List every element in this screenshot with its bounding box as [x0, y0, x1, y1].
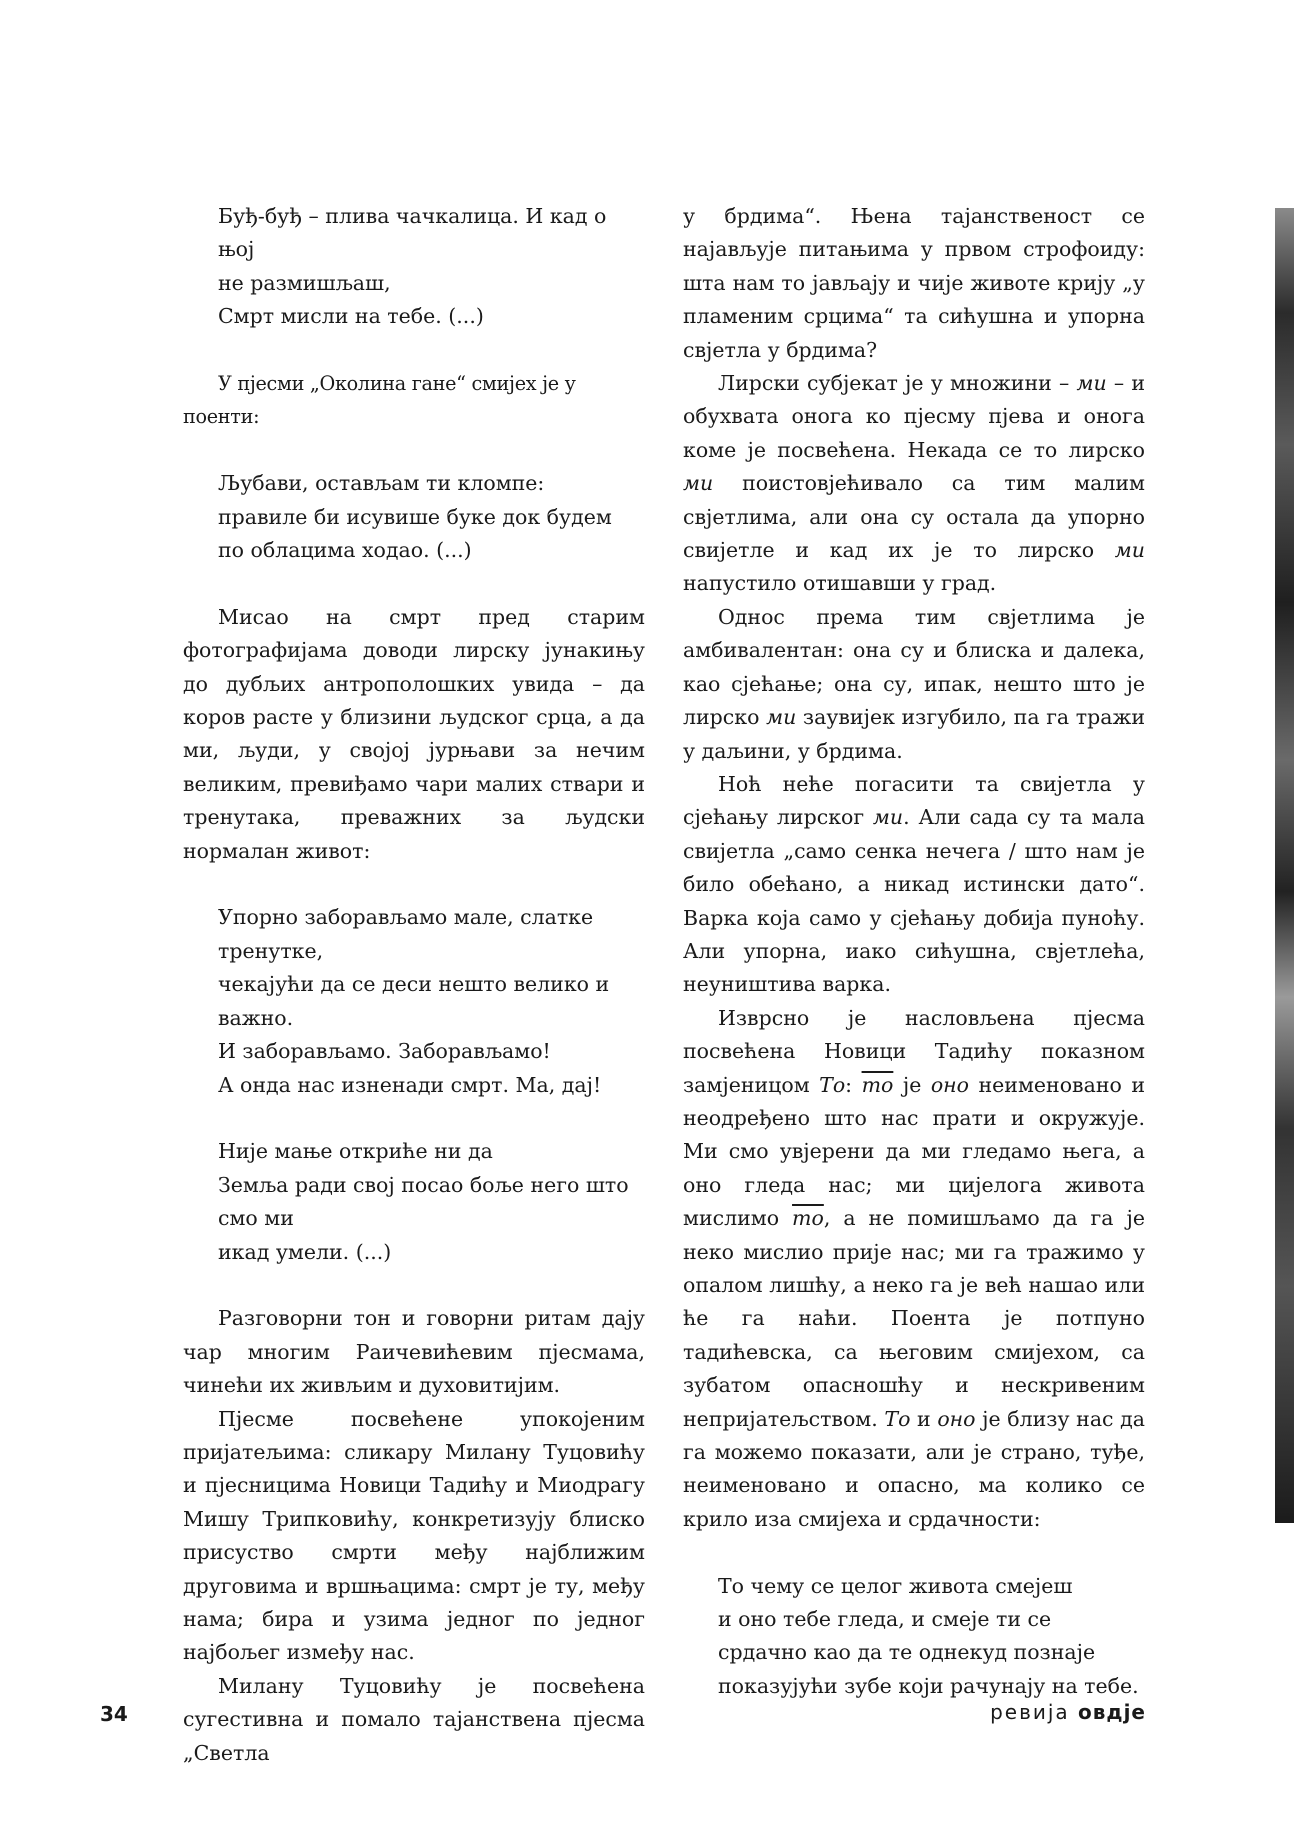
verse-line: не размишљаш,: [218, 270, 391, 295]
paragraph: Мисао на смрт пред старим фотографијама доводи лирску јунакињу до дубљих антрополошких увида – да коров расте у близини људског срца, а да ми, људи, у својој јурњави за нечим великим, превиђамо чари малих ствари и тренутака, преважних за људски нормалан живот:: [183, 604, 645, 863]
verse-excerpt-4: [183, 1135, 645, 1269]
photo-edge-strip: [1275, 208, 1294, 1523]
paragraph: Ноћ неће погасити та свијетла у сјећању лирског ми. Али сада су та мала свијетла „само сенка нечега / што нам је било обећано, а никад истински дато“. Варка која само у сјећању добија пуноћу. Али упорна, иако сићушна, свјетлећа, неуништива варка.: [683, 771, 1146, 997]
verse-excerpt-5: [683, 1570, 1145, 1704]
verse-line: Љубави, остављам ти кломпе:: [218, 471, 545, 496]
verse-excerpt-3: [183, 901, 645, 1101]
verse-line: икад умели. (...): [218, 1239, 392, 1264]
verse-line: срдачно као да те однекуд познаје: [718, 1640, 1096, 1665]
verse-line: тренутке,: [218, 938, 324, 963]
verse-line: А онда нас изненади смрт. Ма, дај!: [218, 1072, 602, 1097]
left-column: [183, 200, 645, 1770]
magazine-title: ревија овдје: [990, 1700, 1146, 1724]
verse-line: правиле би исувише буке док будем: [218, 504, 612, 529]
intro-line: У пјесми „Околина гане“ смијех је у поенти:: [183, 372, 576, 429]
paragraph: у брдима“. Њена тајанственост се најављује питањима у првом строфоиду: шта нам то јављају и чије животе крију „у пламеним срцима“ та сићушна и упорна свјетла у брдима?: [683, 204, 1145, 362]
verse-line: Упорно заборављамо мале, слатке: [218, 905, 594, 930]
verse-line: важно.: [218, 1005, 294, 1030]
page-number: 34: [100, 1702, 128, 1726]
verse-line: И заборављамо. Заборављамо!: [218, 1039, 551, 1064]
verse-line: Буђ-буђ – плива чачкалица. И кад о њој: [218, 204, 607, 262]
verse-line: То чему се целог живота смејеш: [718, 1573, 1073, 1598]
verse-line: по облацима ходао. (...): [218, 538, 472, 563]
verse-line: Земља ради свој посао боље него што: [218, 1172, 629, 1197]
paragraph: Однос према тим свјетлима је амбивалентан: она су и блиска и далека, као сјећање; она су, ипак, нешто што је лирско ми заувијек изгубило, па га тражи у даљини, у брдима.: [683, 604, 1145, 763]
paragraph: Милану Туцовићу је посвећена сугестивна и помало тајанствена пјесма „Светла: [183, 1673, 645, 1765]
verse-line: и оно тебе гледа, и смеје ти се: [718, 1607, 1052, 1632]
paragraph: Разговорни тон и говорни ритам дају чар многим Раичевићевим пјесмама, чинећи их живљим и духовитијим.: [183, 1306, 645, 1398]
verse-line: показујући зубе који рачунају на тебе.: [718, 1673, 1139, 1698]
paragraph: Пјесме посвећене упокојеним пријатељима: сликару Милану Туцовићу и пјесницима Новици Тадићу и Миодрагу Мишу Трипковићу, конкретизују блиско присуство смрти међу најближим друговима и вршњацима: смрт је ту, међу нама; бира и узима једног по једног најбољег између нас.: [183, 1406, 645, 1665]
right-column: [683, 200, 1145, 1703]
paragraph: Изврсно је насловљена пјесма посвећена Новици Тадићу показном замјеницом То: то је оно неименовано и неодређено што нас прати и окружује. Ми смо увјерени да ми гледамо њега, а оно гледа нас; ми цијелога живота мислимо то, а не помишљамо да га је неко мислио прије нас; ми га тражимо у опалом лишћу, а неко га је већ нашао или ће га наћи. Поента је потпуно тадићевска, са његовим смијехом, са зубатом опасношћу и нескривеним непријатељством. То и оно је близу нас да га можемо показати, али је страно, туђе, неименовано и опасно, ма колико се крило иза смијеха и срдачности:: [683, 1005, 1145, 1531]
verse-line: Смрт мисли на тебе. (...): [218, 304, 484, 329]
paragraph: Лирски субјекат је у множини – ми – и обухвата онога ко пјесму пјева и онога коме је посвећена. Некада се то лирско ми поистовјећивало са тим малим свјетлима, али она су остала да упорно свијетле и кад их је то лирско ми напустило отишавши у град.: [683, 371, 1146, 596]
verse-excerpt-2: [183, 467, 645, 567]
verse-excerpt-1: [183, 200, 645, 334]
verse-line: смо ми: [218, 1206, 294, 1231]
verse-line: чекајући да се деси нешто велико и: [218, 972, 610, 997]
verse-line: Није мање откриће ни да: [218, 1139, 493, 1164]
